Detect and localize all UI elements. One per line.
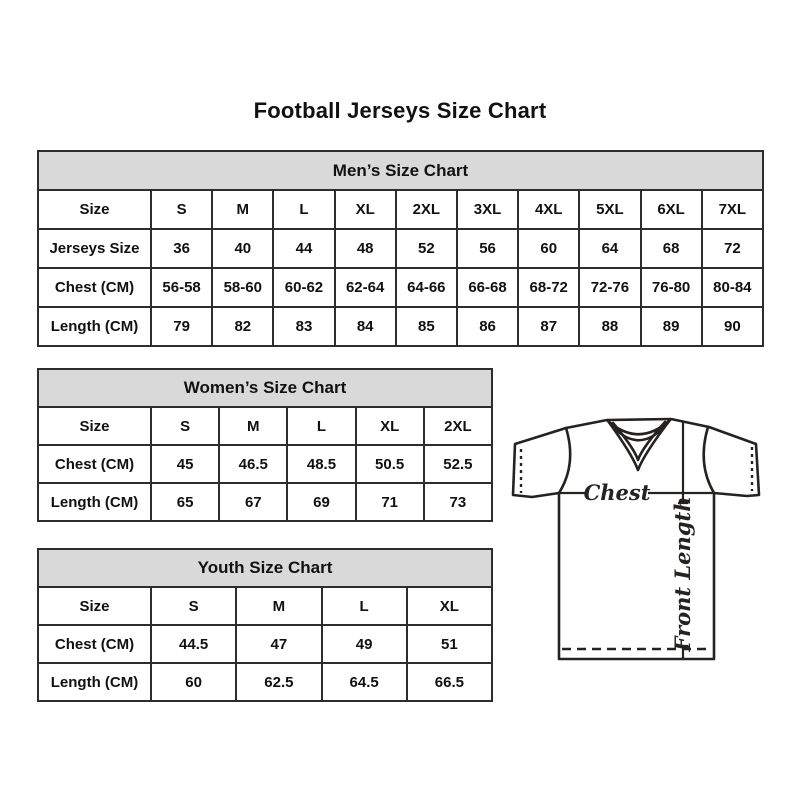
value-cell: 83 <box>273 307 334 346</box>
mens-size-table <box>37 150 764 347</box>
value-cell: 60 <box>151 663 236 701</box>
table-row <box>38 229 763 268</box>
value-cell: L <box>322 587 407 625</box>
value-cell: 65 <box>151 483 219 521</box>
value-cell: 64.5 <box>322 663 407 701</box>
left-armhole-seam <box>559 428 570 493</box>
table-header: Youth Size Chart <box>38 549 492 587</box>
value-cell: M <box>212 190 273 229</box>
row-label-cell: Jerseys Size <box>38 229 151 268</box>
value-cell: 79 <box>151 307 212 346</box>
page-title: Football Jerseys Size Chart <box>253 98 547 123</box>
value-cell: 86 <box>457 307 518 346</box>
value-cell: 45 <box>151 445 219 483</box>
value-cell: 49 <box>322 625 407 663</box>
value-cell: 72-76 <box>579 268 640 307</box>
table-header: Men’s Size Chart <box>38 151 763 190</box>
value-cell: 72 <box>702 229 763 268</box>
table-row <box>38 445 492 483</box>
value-cell: 48 <box>335 229 396 268</box>
value-cell: 36 <box>151 229 212 268</box>
value-cell: 2XL <box>424 407 492 445</box>
value-cell: 44 <box>273 229 334 268</box>
value-cell: XL <box>356 407 424 445</box>
jersey-illustration-svg <box>504 406 770 672</box>
value-cell: 66-68 <box>457 268 518 307</box>
value-cell: 58-60 <box>212 268 273 307</box>
value-cell: 40 <box>212 229 273 268</box>
value-cell: 64 <box>579 229 640 268</box>
value-cell: M <box>219 407 287 445</box>
value-cell: 7XL <box>702 190 763 229</box>
value-cell: L <box>287 407 355 445</box>
value-cell: 84 <box>335 307 396 346</box>
row-label-cell: Size <box>38 587 151 625</box>
value-cell: 60-62 <box>273 268 334 307</box>
value-cell: 3XL <box>457 190 518 229</box>
value-cell: 76-80 <box>641 268 702 307</box>
table-row <box>38 268 763 307</box>
value-cell: 73 <box>424 483 492 521</box>
value-cell: 60 <box>518 229 579 268</box>
value-cell: 52 <box>396 229 457 268</box>
table-row <box>38 483 492 521</box>
row-label-cell: Length (CM) <box>38 663 151 701</box>
value-cell: 71 <box>356 483 424 521</box>
table-header-row <box>38 549 492 587</box>
value-cell: XL <box>335 190 396 229</box>
front-length-label: Front Length <box>670 496 695 652</box>
value-cell: 69 <box>287 483 355 521</box>
value-cell: XL <box>407 587 492 625</box>
row-label-cell: Chest (CM) <box>38 625 151 663</box>
value-cell: 64-66 <box>396 268 457 307</box>
value-cell: 66.5 <box>407 663 492 701</box>
value-cell: 89 <box>641 307 702 346</box>
value-cell: 50.5 <box>356 445 424 483</box>
value-cell: L <box>273 190 334 229</box>
value-cell: M <box>236 587 321 625</box>
value-cell: 68-72 <box>518 268 579 307</box>
chest-label: Chest <box>583 480 651 505</box>
row-label-cell: Length (CM) <box>38 307 151 346</box>
value-cell: 90 <box>702 307 763 346</box>
table-row <box>38 587 492 625</box>
value-cell: 62.5 <box>236 663 321 701</box>
value-cell: 5XL <box>579 190 640 229</box>
value-cell: 44.5 <box>151 625 236 663</box>
table-row <box>38 625 492 663</box>
value-cell: S <box>151 190 212 229</box>
value-cell: 47 <box>236 625 321 663</box>
value-cell: 62-64 <box>335 268 396 307</box>
value-cell: 4XL <box>518 190 579 229</box>
value-cell: 46.5 <box>219 445 287 483</box>
table-row <box>38 307 763 346</box>
value-cell: 2XL <box>396 190 457 229</box>
table-row <box>38 190 763 229</box>
table-header: Women’s Size Chart <box>38 369 492 407</box>
table-row <box>38 663 492 701</box>
value-cell: 6XL <box>641 190 702 229</box>
table-header-row <box>38 369 492 407</box>
row-label-cell: Size <box>38 190 151 229</box>
right-armhole-seam <box>704 427 714 493</box>
value-cell: 68 <box>641 229 702 268</box>
value-cell: 82 <box>212 307 273 346</box>
table-header-row <box>38 151 763 190</box>
row-label-cell: Length (CM) <box>38 483 151 521</box>
value-cell: 80-84 <box>702 268 763 307</box>
value-cell: S <box>151 407 219 445</box>
value-cell: 85 <box>396 307 457 346</box>
value-cell: 51 <box>407 625 492 663</box>
value-cell: 87 <box>518 307 579 346</box>
row-label-cell: Chest (CM) <box>38 445 151 483</box>
value-cell: 56-58 <box>151 268 212 307</box>
youth-size-table <box>37 548 493 702</box>
row-label-cell: Size <box>38 407 151 445</box>
value-cell: 52.5 <box>424 445 492 483</box>
value-cell: 56 <box>457 229 518 268</box>
value-cell: 48.5 <box>287 445 355 483</box>
value-cell: S <box>151 587 236 625</box>
value-cell: 88 <box>579 307 640 346</box>
jersey-measurement-diagram <box>504 406 770 672</box>
womens-size-table <box>37 368 493 522</box>
row-label-cell: Chest (CM) <box>38 268 151 307</box>
table-row <box>38 407 492 445</box>
value-cell: 67 <box>219 483 287 521</box>
